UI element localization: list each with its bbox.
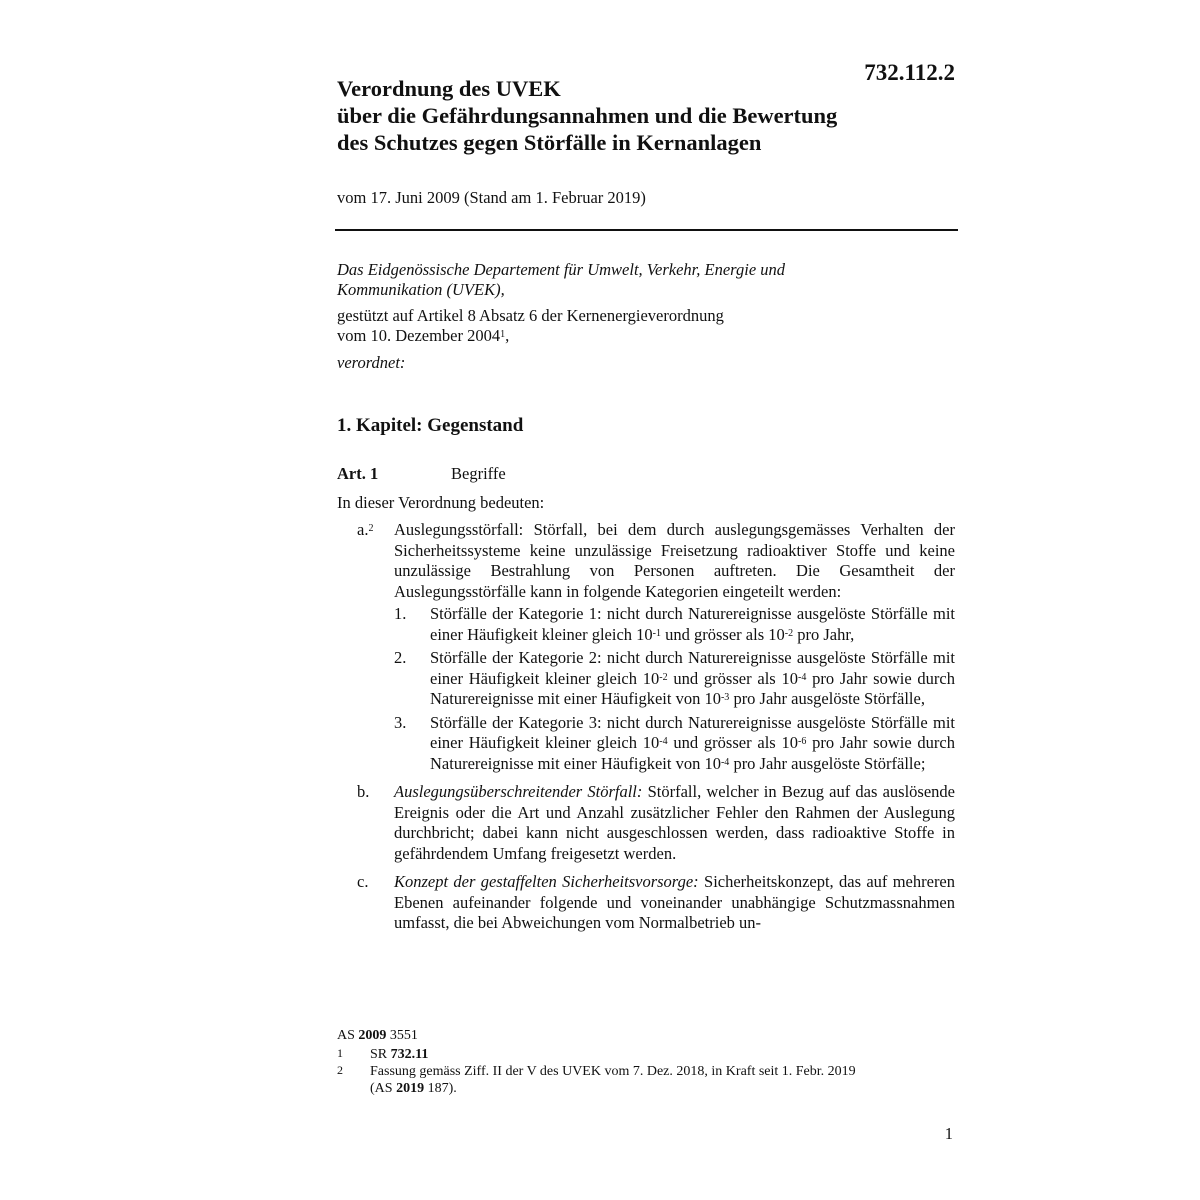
article-heading [337,464,506,484]
category-item-2: 2. Störfälle der Kategorie 2: nicht durch Naturereignisse ausgelöste Störfälle mit einer Häufigkeit kleiner gleich $10^{-2}$ und grösser als $10^{-4}$ pro Jahr sowie durch Naturereignisse mit einer Häufigkeit von $10^{-3}$ pro Jahr ausgelöste Störfälle, [394,648,955,708]
definition-item-a [337,520,957,774]
authority-line: Das Eidgenössische Departement für Umwelt, Verkehr, Energie und [337,260,786,279]
page-number: 1 [944,1124,953,1143]
defined-term: Auslegungsüberschreitender Störfall: [394,782,643,801]
chapter-heading: 1. Kapitel: Gegenstand [337,415,524,436]
item-label: a.$^2$ [357,520,374,539]
category-item-1: 1. Störfälle der Kategorie 1: nicht durch Naturereignisse ausgelöste Störfälle mit einer Häufigkeit kleiner gleich $10^{-1}$ und grösser als $10^{-2}$ pro Jahr, [394,604,955,644]
definition-item-b [337,782,957,864]
enacting-clause: verordnet: [337,353,406,372]
date-line: vom 17. Juni 2009 (Stand am 1. Februar 2019) [337,188,646,207]
title-line: Verordnung des UVEK [337,76,561,101]
footnote-1: 1 SR 732.11 [337,1046,429,1062]
title-line: über die Gefährdungsannahmen und die Bewertung [337,103,838,128]
article-intro: In dieser Verordnung bedeuten: [337,493,545,512]
article-title: Begriffe [451,464,506,483]
footnote-ref[interactable]: 2 [368,523,374,534]
footnotes [337,1027,957,1097]
definition-list [337,520,957,934]
legal-basis-line: vom 10. Dezember 2004$^1$, [337,326,510,345]
item-text: Konzept der gestaffelten Sicherheitsvorsorge: Sicherheitskonzept, das auf mehreren Ebenen aufeinander folgende und voneinander unabhängige Schutzmassnahmen umfasst, die bei Abweichungen vom Normalbetrieb un- [394,872,956,932]
header-divider [335,229,958,231]
footnote-ref[interactable]: 1 [500,329,506,340]
official-compilation-ref: AS 2009 3551 [337,1028,418,1043]
preamble [337,260,957,373]
authority-line: Kommunikation (UVEK), [337,280,505,299]
item-label: c. [357,872,369,891]
category-text: Störfälle der Kategorie 3: nicht durch Naturereignisse ausgelöste Störfälle mit einer Häufigkeit kleiner gleich $10^{-4}$ und grösser als $10^{-6}$ pro Jahr sowie durch Naturereignisse mit einer Häufigkeit von $10^{-4}$ pro Jahr ausgelöste Störfälle; [430,712,955,773]
definition-item-c [337,872,957,934]
category-item-3: 3. Störfälle der Kategorie 3: nicht durch Naturereignisse ausgelöste Störfälle mit einer Häufigkeit kleiner gleich $10^{-4}$ und grösser als $10^{-6}$ pro Jahr sowie durch Naturereignisse mit einer Häufigkeit von $10^{-4}$ pro Jahr ausgelöste Störfälle; [394,712,955,773]
item-label: b. [357,782,370,801]
item-text: Auslegungsüberschreitender Störfall: Störfall, welcher in Bezug auf das auslösende Ereignis oder die Art und Anzahl zusätzlicher Fehler den Rahmen der Auslegung durchbricht; dabei kann nicht ausgeschlossen werden, dass radioaktive Stoffe in gefährdendem Umfang freigesetzt werden. [394,782,955,863]
defined-term: Konzept der gestaffelten Sicherheitsvorsorge: [394,872,699,891]
item-text: Auslegungsstörfall: Störfall, bei dem durch auslegungsgemässes Verhalten der Sicherheitssysteme keine unzulässige Freisetzung radioaktiver Stoffe und keine unzulässige Bestrahlung von Personen auftreten. Die Gesamtheit der Auslegungsstörfälle kann in folgende Kategorien eingeteilt werden: [394,520,955,601]
category-text: Störfälle der Kategorie 2: nicht durch Naturereignisse ausgelöste Störfälle mit einer Häufigkeit kleiner gleich $10^{-2}$ und grösser als $10^{-4}$ pro Jahr sowie durch Naturereignisse mit einer Häufigkeit von $10^{-3}$ pro Jahr ausgelöste Störfälle, [430,648,955,708]
legal-basis-line: gestützt auf Artikel 8 Absatz 6 der Kernenergieverordnung [337,306,724,325]
footnote-2: 2 Fassung gemäss Ziff. II der V des UVEK vom 7. Dez. 2018, in Kraft seit 1. Febr. 2019 (AS 2019 187). [337,1063,856,1096]
category-text: Störfälle der Kategorie 1: nicht durch Naturereignisse ausgelöste Störfälle mit einer Häufigkeit kleiner gleich $10^{-1}$ und grösser als $10^{-2}$ pro Jahr, [430,604,955,644]
title-line: des Schutzes gegen Störfälle in Kernanlagen [337,130,762,155]
document-title [337,75,897,156]
sr-number: 732.112.2 [864,60,955,85]
article-number: Art. 1 [337,464,379,483]
